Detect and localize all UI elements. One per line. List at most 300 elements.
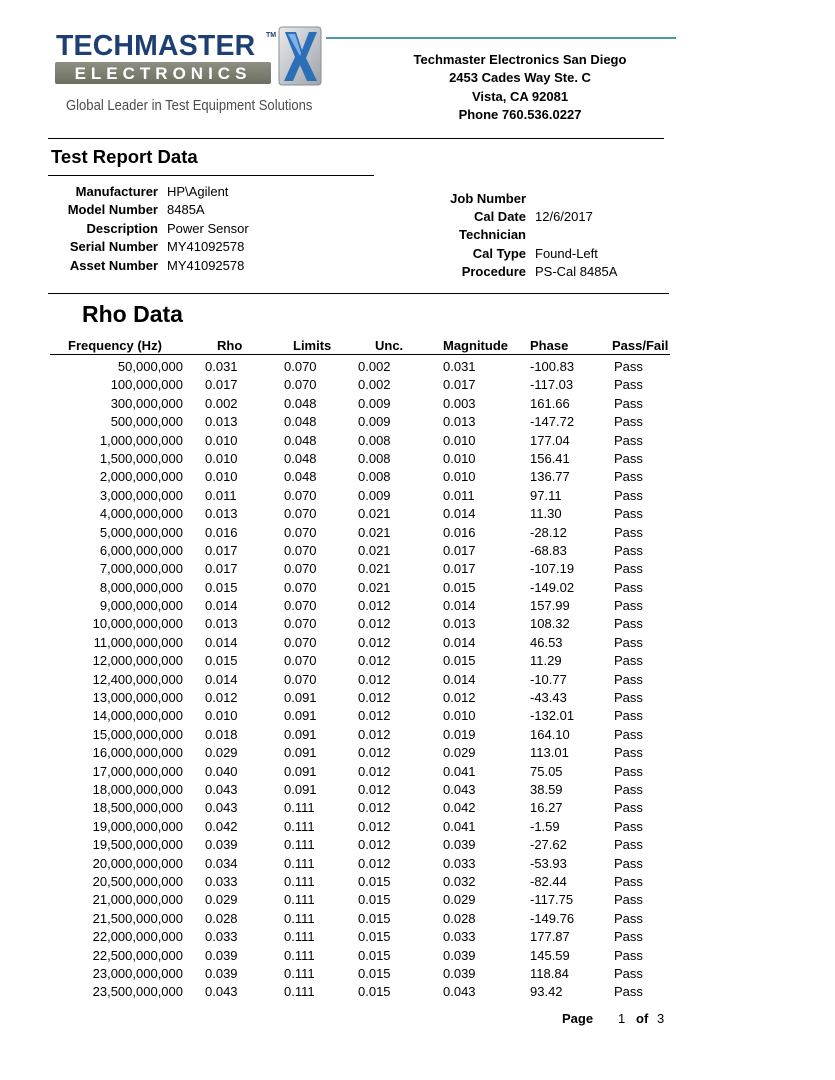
cell-frequency: 19,500,000,000 [92,837,183,853]
cell-pass-fail: Pass [614,377,643,393]
cell-phase: 75.05 [530,763,563,779]
cell-rho: 0.017 [205,542,238,558]
company-city: Vista, CA 92081 [471,89,569,104]
cell-magnitude: 0.014 [443,671,476,687]
cell-limits: 0.070 [284,561,317,577]
table-row [0,818,835,836]
cell-pass-fail: Pass [614,395,643,411]
header-accent-rule [326,37,676,39]
cell-phase: 11.29 [530,653,562,669]
cell-phase: 177.04 [530,432,570,448]
cell-rho: 0.012 [205,690,238,706]
cell-phase: -107.19 [530,561,575,577]
table-row [0,505,835,523]
cell-limits: 0.070 [284,487,317,503]
cell-unc: 0.012 [358,855,391,871]
cell-limits: 0.091 [284,690,317,706]
cell-limits: 0.070 [284,579,317,595]
col-header-rho: Rho [217,338,243,353]
cell-pass-fail: Pass [614,763,643,779]
cell-rho: 0.042 [205,818,238,834]
table-row [0,744,835,762]
table-row [0,652,835,670]
procedure-label: Procedure [461,264,526,279]
cell-frequency: 15,000,000,000 [92,726,183,742]
cell-unc: 0.012 [358,708,391,724]
col-header-unc: Unc. [375,338,404,353]
cell-unc: 0.012 [358,800,391,816]
cell-pass-fail: Pass [614,726,643,742]
cell-magnitude: 0.011 [443,487,475,503]
cell-unc: 0.021 [358,542,391,558]
cell-pass-fail: Pass [614,634,643,650]
cell-pass-fail: Pass [614,984,643,1000]
cell-unc: 0.015 [358,965,391,981]
logo-wordmark: TECHMASTER [56,30,256,62]
cell-phase: 145.59 [530,947,570,963]
cell-pass-fail: Pass [614,450,643,466]
cell-rho: 0.013 [205,616,238,632]
table-row [0,579,835,597]
cell-pass-fail: Pass [614,855,643,871]
cell-unc: 0.021 [358,524,391,540]
cell-limits: 0.048 [284,469,317,485]
cell-magnitude: 0.010 [443,450,476,466]
cell-phase: -132.01 [530,708,575,724]
cell-unc: 0.021 [358,579,391,595]
cell-pass-fail: Pass [614,690,643,706]
cell-magnitude: 0.012 [443,690,476,706]
description-label: Description [86,221,158,236]
cell-frequency: 10,000,000,000 [92,616,183,632]
table-row [0,689,835,707]
cell-limits: 0.048 [284,414,317,430]
cal-type-label: Cal Type [472,246,526,261]
cell-magnitude: 0.033 [443,855,476,871]
cell-phase: 38.59 [530,781,563,797]
cell-frequency: 300,000,000 [110,395,183,411]
rho-data-title: Rho Data [82,301,183,327]
cell-phase: -100.83 [530,359,575,374]
table-row [0,763,835,781]
cell-magnitude: 0.014 [443,598,476,614]
company-street: 2453 Cades Way Ste. C [449,70,591,85]
cell-magnitude: 0.039 [443,965,476,981]
cell-frequency: 17,000,000,000 [92,763,183,779]
table-header-rule [50,354,670,355]
cell-magnitude: 0.013 [443,414,476,430]
cell-pass-fail: Pass [614,616,643,632]
cell-rho: 0.014 [205,671,238,687]
cell-frequency: 6,000,000,000 [99,542,183,558]
table-row [0,524,835,542]
cell-pass-fail: Pass [614,947,643,963]
cell-frequency: 20,500,000,000 [92,873,183,889]
manufacturer-value: HP\Agilent [167,184,229,199]
cell-unc: 0.015 [358,910,391,926]
cell-limits: 0.070 [284,359,317,374]
cell-unc: 0.012 [358,781,391,797]
cell-rho: 0.015 [205,579,238,595]
table-row [0,358,835,376]
cell-magnitude: 0.039 [443,837,476,853]
cell-phase: -27.62 [530,837,567,853]
cell-frequency: 1,500,000,000 [99,450,183,466]
cell-limits: 0.070 [284,377,317,393]
cell-pass-fail: Pass [614,469,643,485]
table-row [0,836,835,854]
cell-rho: 0.039 [205,965,238,981]
job-number-label: Job Number [450,191,526,206]
title-underline [48,175,374,176]
cell-magnitude: 0.016 [443,524,476,540]
cell-unc: 0.012 [358,745,391,761]
table-row [0,781,835,799]
cell-limits: 0.111 [284,947,315,963]
page-total: 3 [657,1011,665,1026]
cell-rho: 0.039 [205,837,238,853]
cell-pass-fail: Pass [614,910,643,926]
cell-limits: 0.111 [284,965,315,981]
cell-frequency: 9,000,000,000 [99,598,183,614]
logo-band-text: ELECTRONICS [74,64,252,83]
cell-unc: 0.012 [358,726,391,742]
cell-pass-fail: Pass [614,542,643,558]
cell-unc: 0.008 [358,432,391,448]
table-row [0,450,835,468]
cell-rho: 0.014 [205,598,238,614]
cell-pass-fail: Pass [614,965,643,981]
cell-pass-fail: Pass [614,818,643,834]
table-row [0,671,835,689]
cell-rho: 0.010 [205,708,238,724]
cell-phase: 161.66 [530,395,570,411]
cell-phase: -82.44 [530,873,567,889]
cell-magnitude: 0.043 [443,781,476,797]
cal-date-value: 12/6/2017 [535,209,593,224]
cell-frequency: 8,000,000,000 [99,579,183,595]
cell-pass-fail: Pass [614,708,643,724]
cell-rho: 0.033 [205,873,238,889]
cell-limits: 0.070 [284,653,317,669]
cell-limits: 0.070 [284,671,317,687]
cell-magnitude: 0.010 [443,708,476,724]
cell-magnitude: 0.010 [443,469,476,485]
cell-magnitude: 0.010 [443,432,476,448]
table-row [0,928,835,946]
cell-rho: 0.029 [205,892,238,908]
cell-frequency: 22,500,000,000 [92,947,183,963]
table-row [0,432,835,450]
cell-rho: 0.039 [205,947,238,963]
col-header-frequency: Frequency (Hz) [68,338,162,353]
cell-limits: 0.070 [284,542,317,558]
cell-phase: 157.99 [530,598,570,614]
cell-unc: 0.012 [358,763,391,779]
cell-phase: 97.11 [530,487,562,503]
cell-pass-fail: Pass [614,653,643,669]
cell-phase: 136.77 [530,469,570,485]
cell-magnitude: 0.015 [443,579,476,595]
description-value: Power Sensor [167,221,249,236]
logo-trademark: TM [266,32,277,39]
table-row [0,542,835,560]
cell-rho: 0.011 [205,487,237,503]
cell-phase: 11.30 [530,506,562,522]
cell-limits: 0.048 [284,450,317,466]
cell-phase: -117.03 [530,377,574,393]
cell-phase: -117.75 [530,892,574,908]
cell-unc: 0.015 [358,984,391,1000]
cell-limits: 0.048 [284,432,317,448]
cell-unc: 0.012 [358,634,391,650]
cell-limits: 0.111 [284,929,315,945]
table-row [0,560,835,578]
cell-magnitude: 0.015 [443,653,476,669]
cell-limits: 0.111 [284,873,315,889]
cell-unc: 0.009 [358,414,391,430]
cell-rho: 0.013 [205,506,238,522]
cell-pass-fail: Pass [614,800,643,816]
cell-phase: -53.93 [530,855,567,871]
table-row [0,468,835,486]
cell-magnitude: 0.032 [443,873,476,889]
cell-unc: 0.008 [358,450,391,466]
cell-unc: 0.012 [358,653,391,669]
cell-frequency: 7,000,000,000 [99,561,183,577]
cell-magnitude: 0.017 [443,377,476,393]
table-row [0,983,835,1001]
cell-magnitude: 0.028 [443,910,476,926]
cell-frequency: 13,000,000,000 [92,690,183,706]
cell-magnitude: 0.039 [443,947,476,963]
cell-magnitude: 0.033 [443,929,476,945]
table-row [0,615,835,633]
page-number: 1 [618,1011,626,1026]
cell-pass-fail: Pass [614,745,643,761]
cell-rho: 0.043 [205,800,238,816]
col-header-phase: Phase [530,338,569,353]
cell-rho: 0.029 [205,745,238,761]
table-row [0,376,835,394]
table-row [0,634,835,652]
cell-pass-fail: Pass [614,487,643,503]
serial-label: Serial Number [69,239,158,254]
table-row [0,707,835,725]
cell-magnitude: 0.043 [443,984,476,1000]
cell-frequency: 16,000,000,000 [92,745,183,761]
cell-unc: 0.015 [358,873,391,889]
cell-rho: 0.034 [205,855,238,871]
report-title: Test Report Data [51,146,198,167]
cell-rho: 0.010 [205,469,238,485]
cell-frequency: 14,000,000,000 [92,708,183,724]
cell-rho: 0.031 [205,359,238,374]
cell-phase: -147.72 [530,414,575,430]
cell-rho: 0.015 [205,653,238,669]
cell-frequency: 23,000,000,000 [92,965,183,981]
table-row [0,395,835,413]
cell-frequency: 21,500,000,000 [92,910,183,926]
cell-phase: 177.87 [530,929,570,945]
serial-value: MY41092578 [167,239,245,254]
cell-pass-fail: Pass [614,837,643,853]
cell-phase: -10.77 [530,671,567,687]
cell-pass-fail: Pass [614,873,643,889]
table-row [0,855,835,873]
col-header-magnitude: Magnitude [443,338,508,353]
cell-pass-fail: Pass [614,598,643,614]
cell-unc: 0.009 [358,487,391,503]
cell-frequency: 4,000,000,000 [99,506,183,522]
cell-phase: 108.32 [530,616,570,632]
cell-frequency: 100,000,000 [110,377,183,393]
cell-limits: 0.070 [284,598,317,614]
technician-label: Technician [459,227,526,242]
model-label: Model Number [67,202,158,217]
header-divider [48,138,664,139]
asset-value: MY41092578 [167,258,245,273]
cell-frequency: 12,000,000,000 [92,653,183,669]
cell-phase: 164.10 [530,726,570,742]
cell-unc: 0.012 [358,690,391,706]
cell-phase: 118.84 [530,965,569,981]
table-row [0,965,835,983]
cell-magnitude: 0.041 [443,763,476,779]
cell-rho: 0.018 [205,726,238,742]
cell-unc: 0.012 [358,616,391,632]
cell-pass-fail: Pass [614,781,643,797]
cell-rho: 0.002 [205,395,238,411]
cell-unc: 0.021 [358,506,391,522]
cell-unc: 0.012 [358,598,391,614]
page-label: Page [562,1011,594,1026]
cell-frequency: 2,000,000,000 [99,469,183,485]
cell-rho: 0.014 [205,634,238,650]
cell-phase: -68.83 [530,542,567,558]
cell-frequency: 20,000,000,000 [92,855,183,871]
cell-pass-fail: Pass [614,432,643,448]
cell-phase: 113.01 [530,745,569,761]
table-row [0,487,835,505]
company-phone: Phone 760.536.0227 [458,107,582,122]
cell-pass-fail: Pass [614,929,643,945]
cell-frequency: 500,000,000 [110,414,183,430]
table-row [0,891,835,909]
cell-phase: 46.53 [530,634,563,650]
company-logo [50,22,340,122]
cell-rho: 0.028 [205,910,238,926]
cell-frequency: 21,000,000,000 [92,892,183,908]
info-divider [48,293,669,294]
cell-pass-fail: Pass [614,359,643,374]
procedure-value: PS-Cal 8485A [535,264,618,279]
cell-magnitude: 0.031 [443,359,476,374]
cell-unc: 0.002 [358,377,391,393]
cell-frequency: 5,000,000,000 [99,524,183,540]
cell-frequency: 11,000,000,000 [93,634,183,650]
cal-date-label: Cal Date [473,209,526,224]
logo-band [55,62,271,84]
cell-frequency: 12,400,000,000 [92,671,183,687]
cell-limits: 0.111 [284,984,315,1000]
cell-phase: 93.42 [530,984,563,1000]
col-header-pass-fail: Pass/Fail [612,338,669,353]
cell-limits: 0.111 [284,800,315,816]
cell-magnitude: 0.041 [443,818,476,834]
cell-frequency: 3,000,000,000 [99,487,183,503]
company-name: Techmaster Electronics San Diego [413,52,627,67]
cell-limits: 0.070 [284,506,317,522]
cell-unc: 0.021 [358,561,391,577]
cell-magnitude: 0.019 [443,726,476,742]
cell-frequency: 18,500,000,000 [92,800,183,816]
logo-tagline: Global Leader in Test Equipment Solutions [66,98,313,114]
cell-magnitude: 0.042 [443,800,476,816]
cal-type-value: Found-Left [535,246,598,261]
cell-phase: -28.12 [530,524,567,540]
cell-limits: 0.070 [284,634,317,650]
cell-magnitude: 0.003 [443,395,476,411]
cell-limits: 0.091 [284,726,317,742]
cell-frequency: 18,000,000,000 [92,781,183,797]
table-row [0,597,835,615]
cell-rho: 0.010 [205,450,238,466]
cell-unc: 0.015 [358,892,391,908]
cell-phase: -149.02 [530,579,575,595]
cell-limits: 0.091 [284,745,317,761]
cell-limits: 0.070 [284,524,317,540]
cell-rho: 0.043 [205,781,238,797]
cell-limits: 0.111 [284,818,315,834]
rho-data-table [0,358,835,1002]
cell-rho: 0.017 [205,561,238,577]
table-row [0,910,835,928]
cell-phase: 156.41 [530,450,570,466]
page-of-label: of [636,1011,649,1026]
cell-phase: -149.76 [530,910,575,926]
cell-rho: 0.033 [205,929,238,945]
cell-rho: 0.043 [205,984,238,1000]
cell-unc: 0.015 [358,929,391,945]
cell-frequency: 22,000,000,000 [92,929,183,945]
cell-unc: 0.012 [358,671,391,687]
cell-magnitude: 0.013 [443,616,476,632]
table-row [0,947,835,965]
cell-rho: 0.010 [205,432,238,448]
table-row [0,726,835,744]
cell-rho: 0.040 [205,763,238,779]
table-row [0,873,835,891]
cell-pass-fail: Pass [614,414,643,430]
cell-frequency: 19,000,000,000 [92,818,183,834]
table-row [0,799,835,817]
cell-frequency: 1,000,000,000 [99,432,183,448]
cell-magnitude: 0.029 [443,892,476,908]
col-header-limits: Limits [293,338,332,353]
cell-pass-fail: Pass [614,506,643,522]
cell-limits: 0.111 [284,837,315,853]
cell-frequency: 50,000,000 [117,359,183,374]
cell-rho: 0.013 [205,414,238,430]
cell-pass-fail: Pass [614,579,643,595]
cell-magnitude: 0.017 [443,561,476,577]
cell-unc: 0.008 [358,469,391,485]
cell-limits: 0.091 [284,763,317,779]
cell-unc: 0.015 [358,947,391,963]
cell-rho: 0.016 [205,524,238,540]
cell-unc: 0.009 [358,395,391,411]
